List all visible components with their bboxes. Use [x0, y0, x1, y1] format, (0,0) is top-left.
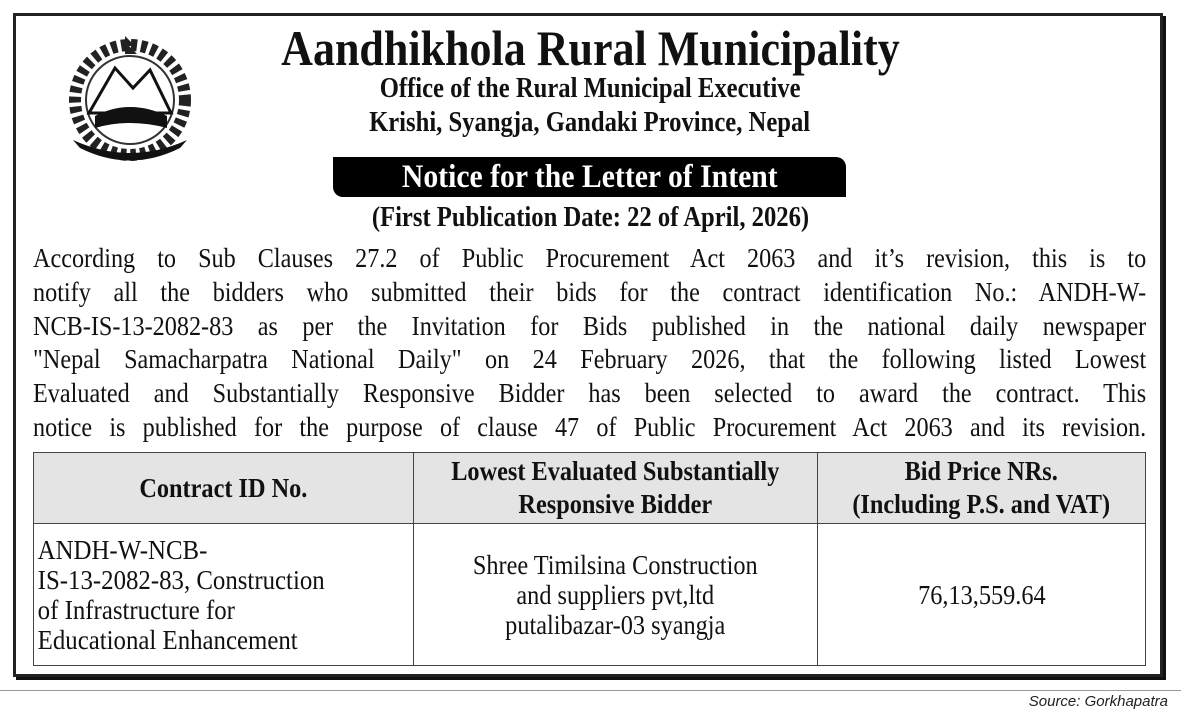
- body-line: According to Sub Clauses 27.2 of Public Procurement Act 2063 and it’s revision, this is to: [33, 242, 1147, 273]
- bidder-cell: Shree Timilsina Construction and suppliers pvt,ltd putalibazar-03 syangja: [414, 524, 818, 666]
- header-contract-id: Contract ID No.: [34, 453, 414, 524]
- table-header-row: [34, 453, 1146, 524]
- body-line: "Nepal Samacharpatra National Daily" on 24 February 2026, that the following listed Lowest: [33, 343, 1147, 375]
- source-credit: Source: Gorkhapatra: [1028, 693, 1168, 710]
- contract-id-cell: ANDH-W-NCB- IS-13-2082-83, Construction of Infrastructure for Educational Enhancement: [34, 524, 414, 666]
- body-line: Evaluated and Substantially Responsive Bidder has been selected to award the contract. This: [33, 377, 1147, 409]
- header-bid-price: Bid Price NRs. (Including P.S. and VAT): [818, 453, 1146, 524]
- header-bidder: Lowest Evaluated Substantially Responsive Bidder: [414, 453, 818, 524]
- body-line: notify all the bidders who submitted their bids for the contract identification No.: ANDH-W-: [33, 275, 1147, 307]
- body-line: notice is published for the purpose of clause 47 of Public Procurement Act 2063 and its revision.: [33, 410, 1147, 442]
- notice-body: [33, 241, 1146, 444]
- footer-divider: [0, 690, 1181, 691]
- bid-price-cell: 76,13,559.64: [818, 524, 1146, 666]
- office-name: Office of the Rural Municipal Executive: [379, 73, 801, 104]
- notice-heading: Notice for the Letter of Intent: [333, 157, 846, 197]
- office-address: Krishi, Syangja, Gandaki Province, Nepal: [369, 107, 811, 138]
- publication-date: (First Publication Date: 22 of April, 2026): [371, 202, 809, 233]
- page-title: Aandhikhola Rural Municipality: [280, 20, 900, 76]
- table-row: [34, 524, 1146, 666]
- body-line: NCB-IS-13-2082-83 as per the Invitation for Bids published in the national daily newspaper: [33, 309, 1147, 341]
- award-table: [33, 452, 1146, 666]
